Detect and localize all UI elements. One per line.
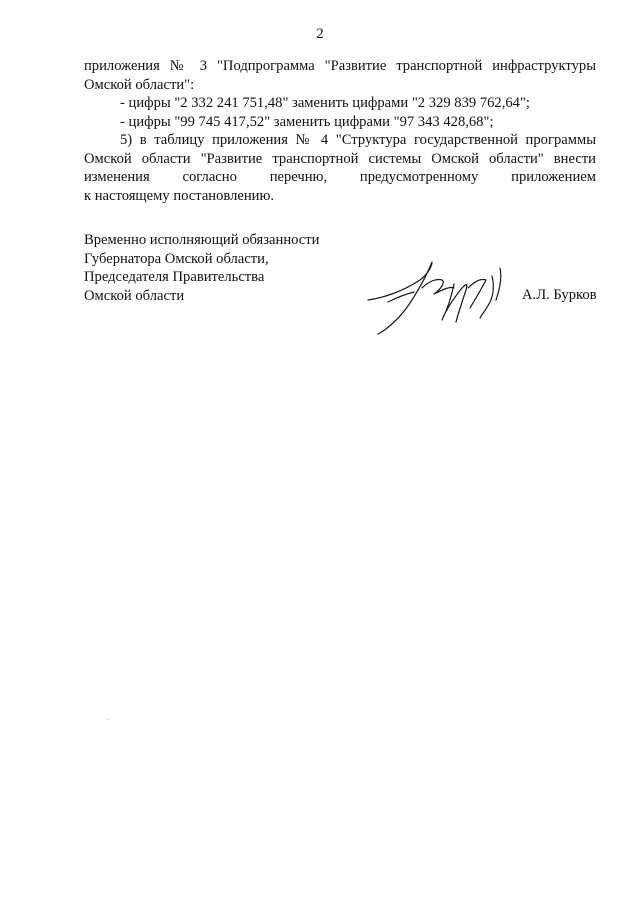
text-line: Омской области": xyxy=(84,76,195,93)
replacement-item: - цифры "2 332 241 751,48" заменить цифрами "2 329 839 762,64"; xyxy=(120,95,530,111)
signatory-name: А.Л. Бурков xyxy=(522,287,597,303)
scan-speck xyxy=(107,719,108,720)
replacement-item: - цифры "99 745 417,52" заменить цифрами "97 343 428,68"; xyxy=(120,113,494,130)
position-line: Омской области xyxy=(84,287,185,304)
handwritten-signature xyxy=(362,258,512,338)
document-body xyxy=(84,57,596,205)
text-line: 5) в таблицу приложения № 4 "Структура государственной программы xyxy=(120,132,596,148)
position-line: Председателя Правительства xyxy=(84,269,265,285)
text-line: изменения согласно перечню, предусмотренному приложением xyxy=(84,169,596,185)
text-line: Омской области "Развитие транспортной системы Омской области" внести xyxy=(84,150,596,167)
position-line: Временно исполняющий обязанности xyxy=(84,232,320,248)
position-line: Губернатора Омской области, xyxy=(84,250,269,267)
text-line: к настоящему постановлению. xyxy=(84,187,275,204)
page-number: 2 xyxy=(316,26,324,42)
signatory-position xyxy=(84,231,319,305)
text-line: приложения № 3 "Подпрограмма "Развитие транспортной инфраструктуры xyxy=(84,58,596,74)
